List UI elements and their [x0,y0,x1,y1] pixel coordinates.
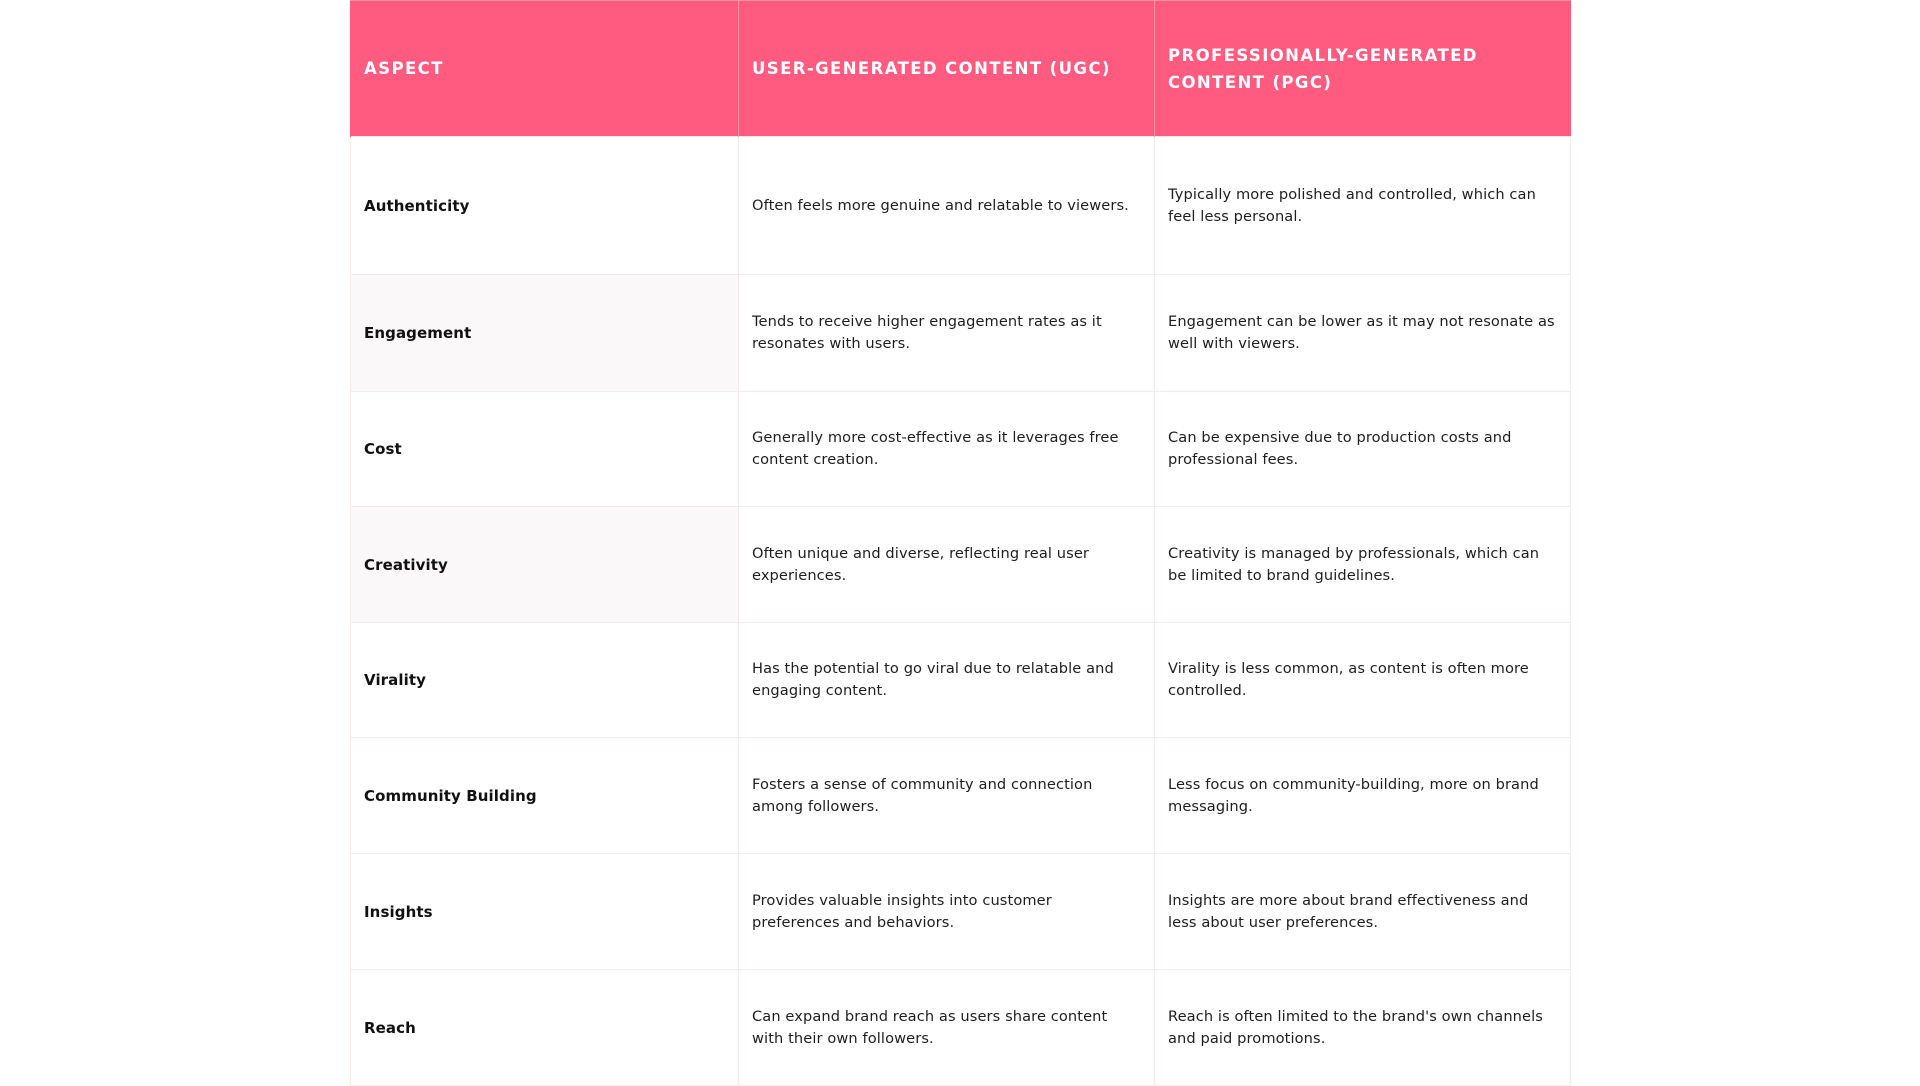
ugc-description: Often feels more genuine and relatable to viewers. [752,196,1129,214]
table-row [351,854,1571,970]
ugc-cell [739,970,1155,1086]
aspect-label: Reach [364,1018,416,1037]
column-header-aspect: ASPECT [351,1,739,137]
pgc-description: Insights are more about brand effectiveness and less about user preferences. [1168,891,1529,931]
aspect-cell [351,854,739,970]
aspect-cell [351,275,739,392]
aspect-label: Engagement [364,324,472,342]
pgc-cell [1155,623,1571,738]
pgc-description: Virality is less common, as content is often more controlled. [1168,660,1529,699]
ugc-description: Generally more cost-effective as it leverages free content creation. [752,429,1119,468]
pgc-cell [1155,854,1571,970]
pgc-description: Less focus on community-building, more on brand messaging. [1168,775,1539,815]
ugc-cell [739,623,1155,738]
ugc-description: Tends to receive higher engagement rates as it resonates with users. [752,313,1102,352]
column-header-ugc: USER-GENERATED CONTENT (UGC) [739,1,1155,137]
aspect-label: Insights [364,902,433,921]
aspect-cell [351,623,739,738]
table-header [351,1,1571,137]
ugc-vs-pgc-comparison-table [350,0,1571,1086]
column-header-pgc: PROFESSIONALLY-GENERATED CONTENT (PGC) [1155,1,1571,137]
ugc-description: Provides valuable insights into customer preferences and behaviors. [752,891,1052,931]
pgc-cell [1155,738,1571,854]
table-body [351,137,1571,1086]
aspect-label: Creativity [364,555,448,574]
table-row [351,507,1571,623]
ugc-description: Often unique and diverse, reflecting real user experiences. [752,544,1090,584]
pgc-cell [1155,507,1571,623]
ugc-cell [739,137,1155,275]
table-row [351,970,1571,1086]
pgc-cell [1155,392,1571,507]
ugc-description: Has the potential to go viral due to relatable and engaging content. [752,660,1114,699]
aspect-label: Virality [364,671,427,689]
table-row [351,623,1571,738]
aspect-cell [351,507,739,623]
pgc-description: Can be expensive due to production costs and professional fees. [1168,429,1512,468]
ugc-cell [739,738,1155,854]
pgc-cell [1155,970,1571,1086]
ugc-cell [739,275,1155,392]
header-row [351,1,1571,137]
ugc-description: Can expand brand reach as users share content with their own followers. [752,1007,1108,1047]
pgc-description: Typically more polished and controlled, which can feel less personal. [1168,185,1536,225]
comparison-table-container [350,0,1570,1086]
ugc-cell [739,507,1155,623]
aspect-cell [351,137,739,275]
pgc-cell [1155,137,1571,275]
pgc-description: Reach is often limited to the brand's own channels and paid promotions. [1168,1007,1543,1047]
aspect-cell [351,970,739,1086]
table-row [351,392,1571,507]
pgc-description: Engagement can be lower as it may not resonate as well with viewers. [1168,313,1555,352]
pgc-cell [1155,275,1571,392]
ugc-cell [739,392,1155,507]
aspect-cell [351,392,739,507]
table-row [351,738,1571,854]
pgc-description: Creativity is managed by professionals, which can be limited to brand guidelines. [1168,544,1540,584]
table-row [351,137,1571,275]
aspect-cell [351,738,739,854]
aspect-label: Authenticity [364,196,470,215]
aspect-label: Community Building [364,786,537,805]
table-row [351,275,1571,392]
ugc-cell [739,854,1155,970]
ugc-description: Fosters a sense of community and connection among followers. [752,775,1093,815]
aspect-label: Cost [364,440,402,458]
